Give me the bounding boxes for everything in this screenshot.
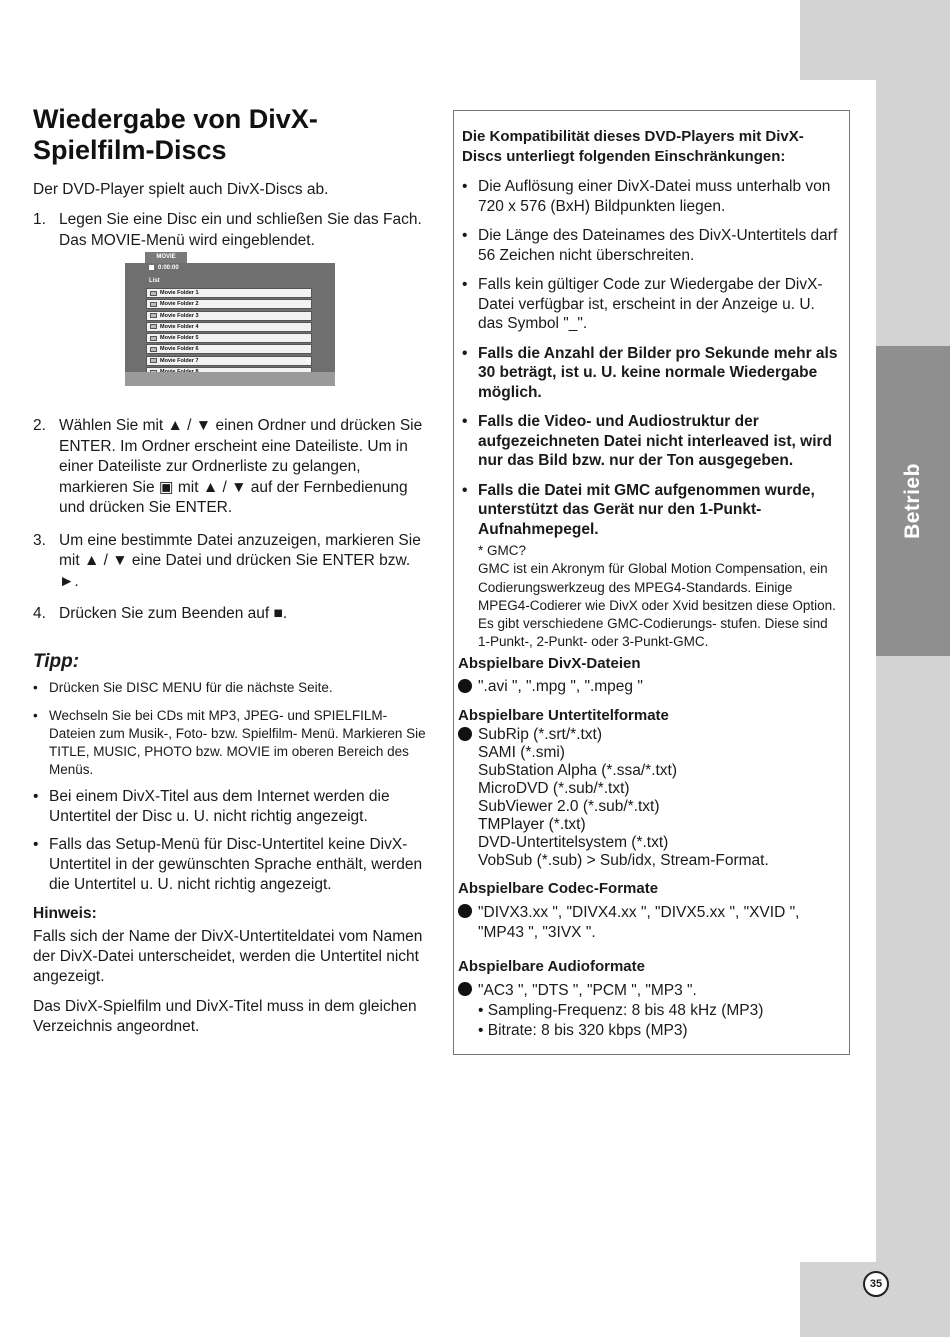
step-text: Wählen Sie mit ▲ / ▼ einen Ordner und drücken Sie ENTER. Im Ordner erscheint eine Dateiliste. Um in einer Dateiliste zur Ordnerliste zu gelangen, markieren Sie ▣ mit ▲ / ▼ auf der Fernbedienung und drücken Sie ENTER. (59, 417, 423, 516)
audio-row: • Sampling-Frequenz: 8 bis 48 kHz (MP3) (478, 1002, 764, 1019)
gmc-explanation: GMC ist ein Akronym für Global Motion Compensation, ein Codierungswerkzeug des MPEG4-Standards. Einige MPEG4-Codierer wie DivX oder Xvid besitzen diese Option. Es gibt verschiedene GMC-Codierungs- stufen. Diese sind 1-Punkt-, 2-Punkt- oder 3-Punkt-GMC. (478, 561, 836, 650)
step-number: 2. (33, 417, 46, 434)
step-text: Legen Sie eine Disc ein und schließen Sie das Fach. Das MOVIE-Menü wird eingeblendet. (59, 211, 422, 249)
subtitles-heading: Abspielbare Untertitelformate (458, 707, 669, 724)
hinweis-heading: Hinweis: (33, 904, 97, 922)
step-1 (33, 210, 433, 251)
restriction-item: • Falls die Anzahl der Bilder pro Sekunde mehr als 30 beträgt, ist u. U. keine normale Wiedergabe möglich. (462, 344, 838, 401)
menu-list-label: List (149, 278, 160, 284)
codec-section (458, 879, 848, 943)
audio-heading: Abspielbare Audioformate (458, 958, 645, 975)
subtitle-format: VobSub (*.sub) > Sub/idx, Stream-Format. (478, 852, 769, 869)
codec-row: "MP43 ", "3IVX ". (478, 924, 596, 941)
menu-tab-movie: MOVIE (145, 252, 187, 263)
gmc-question: * GMC? (478, 543, 527, 558)
folder-item: Movie Folder 4 (146, 322, 312, 332)
menu-time: 0:00:00 (149, 265, 179, 271)
tipp-item: • Falls das Setup-Menü für Disc-Untertitel keine DivX-Untertitel in der gewünschten Sprache enthält, werden die Untertitel u. U. nicht richtig angezeigt. (33, 835, 423, 893)
hinweis-text: Falls sich der Name der DivX-Untertiteldatei vom Namen der DivX-Datei unterscheidet, werden die Untertitel nicht angezeigt. (33, 927, 423, 985)
section-tab-label: Betrieb (901, 463, 924, 539)
step-text: Drücken Sie zum Beenden auf ■. (59, 605, 288, 622)
folder-item: Movie Folder 2 (146, 299, 312, 309)
bullet-icon (458, 904, 472, 918)
restriction-item: • Falls die Datei mit GMC aufgenommen wurde, unterstützt das Gerät nur den 1-Punkt-Aufnahmepegel. * GMC? GMC ist ein Akronym für Global Motion Compensation, ein Codierungswerkzeug des MPEG4-Standards. Einige MPEG4-Codierer wie DivX oder Xvid besitzen diese Option. Es gibt verschiedene GMC-Codierungs- stufen. Diese sind 1-Punkt-, 2-Punkt- oder 3-Punkt-GMC. (462, 481, 842, 652)
step-text: Um eine bestimmte Datei anzuzeigen, markieren Sie mit ▲ / ▼ eine Datei und drücken Sie ENTER bzw. ►. (59, 531, 421, 590)
audio-row: • Bitrate: 8 bis 320 kbps (MP3) (478, 1022, 688, 1039)
codec-row: "DIVX3.xx ", "DIVX4.xx ", "DIVX5.xx ", "XVID ", (458, 903, 848, 923)
page-title: Wiedergabe von DivX-Spielfilm-Discs (33, 104, 318, 165)
folder-list (146, 288, 312, 378)
step-number: 3. (33, 531, 46, 549)
bullet-icon (458, 982, 472, 996)
margin-band-right (876, 80, 950, 1337)
subtitle-format: DVD-Untertitelsystem (*.txt) (478, 834, 669, 851)
files-section (458, 654, 848, 696)
tipp-heading: Tipp: (33, 650, 80, 672)
audio-section (458, 957, 848, 1041)
restriction-item: • Falls kein gültiger Code zur Wiedergabe der DivX-Datei verfügbar ist, erscheint in der Anzeige u. U. das Symbol "_". (462, 276, 823, 332)
step-4 (33, 604, 433, 625)
restriction-item: • Die Auflösung einer DivX-Datei muss unterhalb von 720 x 576 (BxH) Bildpunkten liegen. (462, 178, 831, 215)
step-3 (33, 531, 433, 593)
subtitle-format: SAMI (*.smi) (478, 744, 565, 761)
section-tab (876, 346, 950, 656)
folder-item: Movie Folder 5 (146, 333, 312, 343)
page-number: 35 (863, 1271, 889, 1297)
bullet-icon (458, 679, 472, 693)
files-row: ".avi ", ".mpg ", ".mpeg " (458, 678, 848, 696)
compatibility-box (453, 110, 850, 1055)
folder-item: Movie Folder 1 (146, 288, 312, 298)
folder-item: Movie Folder 6 (146, 344, 312, 354)
margin-band-top (800, 0, 950, 80)
subtitle-format: SubViewer 2.0 (*.sub/*.txt) (478, 798, 660, 815)
scroll-down-icon: ▼ (305, 359, 311, 365)
movie-menu-screenshot (125, 254, 335, 386)
step-2 (33, 416, 433, 519)
files-heading: Abspielbare DivX-Dateien (458, 655, 641, 672)
step-number: 1. (33, 211, 46, 228)
menu-bottom-bar (125, 372, 335, 386)
folder-item: Movie Folder 3 (146, 311, 312, 321)
tipp-item: • Drücken Sie DISC MENU für die nächste Seite. (33, 679, 333, 695)
subtitle-format: TMPlayer (*.txt) (478, 816, 586, 833)
left-column (33, 104, 433, 1047)
step-number: 4. (33, 605, 46, 622)
hinweis-text: Das DivX-Spielfilm und DivX-Titel muss in dem gleichen Verzeichnis angeordnet. (33, 997, 417, 1035)
subtitles-section (458, 706, 848, 870)
subtitle-format: SubRip (*.srt/*.txt) (458, 726, 848, 744)
restriction-item: • Die Länge des Dateinames des DivX-Untertitels darf 56 Zeichen nicht überschreiten. (462, 227, 838, 264)
subtitle-format: SubStation Alpha (*.ssa/*.txt) (478, 762, 678, 779)
tipp-item: • Bei einem DivX-Titel aus dem Internet werden die Untertitel der Disc u. U. nicht richtig angezeigt. (33, 787, 390, 825)
tipp-item: • Wechseln Sie bei CDs mit MP3, JPEG- und SPIELFILM-Dateien zum Musik-, Foto- bzw. Spielfilm- Menü. Markieren Sie TITLE, MUSIC, PHOTO bzw. MOVIE im oberen Bereich des Menüs. (33, 707, 426, 777)
codec-heading: Abspielbare Codec-Formate (458, 880, 659, 897)
restriction-item: • Falls die Video- und Audiostruktur der aufgezeichneten Datei nicht interleaved ist, wird nur das Bild bzw. nur der Ton ausgegeben. (462, 413, 833, 469)
folder-item: Movie Folder 7 (146, 356, 312, 366)
bullet-icon (458, 727, 472, 741)
intro-text: Der DVD-Player spielt auch DivX-Discs ab. (33, 181, 329, 198)
box-title: Die Kompatibilität dieses DVD-Players mit DivX-Discs unterliegt folgenden Einschränkungen: (462, 128, 804, 165)
audio-row: "AC3 ", "DTS ", "PCM ", "MP3 ". (458, 981, 848, 1001)
subtitle-format: MicroDVD (*.sub/*.txt) (478, 780, 630, 797)
